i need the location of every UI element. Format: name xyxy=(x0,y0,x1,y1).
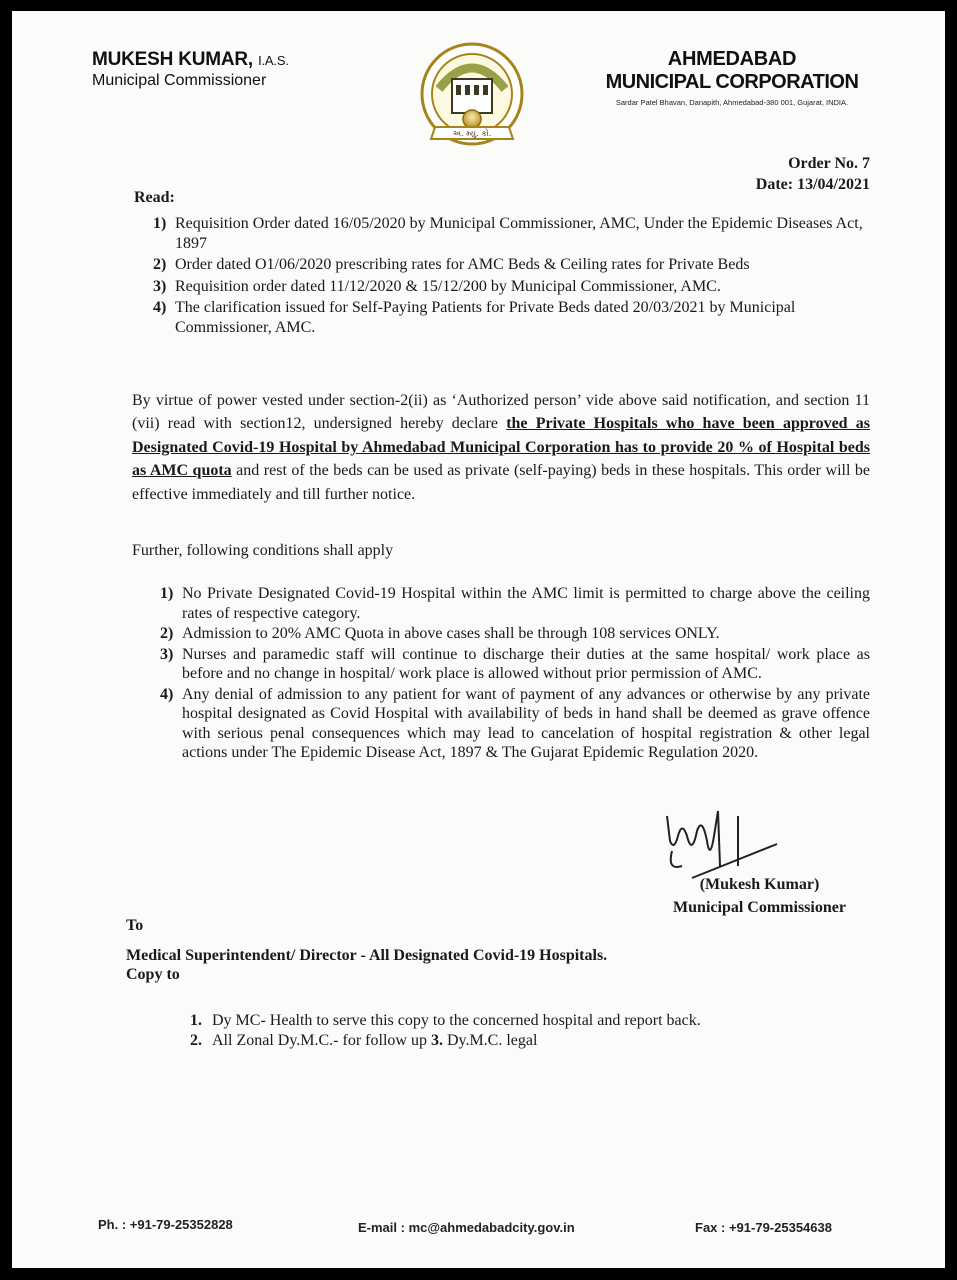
item-text: Dy.M.C. legal xyxy=(442,1031,538,1049)
para-highlight: the Private Hospitals who have been approved as Designated Covid-19 Hospital by Ahmedabad Municipal Corporation has to provide 20 % of Hospital beds as AMC quota xyxy=(132,415,870,480)
item-number: 3. xyxy=(430,1031,443,1049)
commissioner-name xyxy=(92,49,289,71)
read-item xyxy=(153,277,873,297)
letterhead-left xyxy=(92,49,289,90)
recipient: Medical Superintendent/ Director - All Designated Covid-19 Hospitals. xyxy=(126,947,608,964)
copy-list xyxy=(190,1011,840,1050)
signatory-title: Municipal Commissioner xyxy=(673,899,846,916)
conditions-intro: Further, following conditions shall apply xyxy=(132,542,394,559)
condition-item xyxy=(160,584,870,623)
footer-fax: Fax : +91-79-25354638 xyxy=(695,1220,832,1235)
item-text: Any denial of admission to any patient for want of payment of any advances or otherwise by any private hospital designated as Covid Hospital with availability of beds in hand shall be deemed as grave offence with serious penal consequences which may lead to cancelation of hospital registration & other legal actions under The Epidemic Disease Act, 1897 & The Gujarat Epidemic Regulation 2020. xyxy=(182,685,870,761)
item-number: 1. xyxy=(190,1012,202,1029)
footer-phone: Ph. : +91-79-25352828 xyxy=(98,1217,233,1232)
document-page xyxy=(12,11,945,1268)
svg-text:અ. મ્યુ. કો.: અ. મ્યુ. કો. xyxy=(452,129,492,138)
amc-emblem-icon xyxy=(417,39,527,157)
condition-item xyxy=(160,685,870,763)
main-declaration xyxy=(132,389,870,506)
item-number: 4) xyxy=(153,299,167,316)
commissioner-role: Municipal Commissioner xyxy=(92,72,267,89)
item-number: 1) xyxy=(160,585,174,602)
signature-icon xyxy=(652,806,782,881)
item-text: Requisition order dated 11/12/2020 & 15/12/200 by Municipal Commissioner, AMC. xyxy=(175,277,721,295)
item-text: Admission to 20% AMC Quota in above cases shall be through 108 services ONLY. xyxy=(182,625,720,642)
item-number: 4) xyxy=(160,685,174,703)
org-name-line2: MUNICIPAL CORPORATION xyxy=(605,71,859,93)
item-text: No Private Designated Covid-19 Hospital within the AMC limit is permitted to charge above the ceiling rates of respective category. xyxy=(182,585,870,622)
item-number: 2) xyxy=(160,625,174,642)
read-item xyxy=(153,298,873,337)
item-text: Order dated O1/06/2020 prescribing rates for AMC Beds & Ceiling rates for Private Beds xyxy=(175,256,750,273)
letterhead-right xyxy=(587,48,877,107)
signatory xyxy=(652,873,867,919)
item-number: 2. xyxy=(190,1031,202,1049)
org-name-line1: AHMEDABAD xyxy=(667,48,797,70)
ias-suffix: I.A.S. xyxy=(258,53,289,68)
read-item xyxy=(153,255,873,275)
item-text: Dy MC- Health to serve this copy to the concerned hospital and report back. xyxy=(212,1012,701,1029)
item-text: Nurses and paramedic staff will continue to discharge their duties at the same hospital/ work place as before and no change in hospital/ work place is allowed without prior permission of AMC. xyxy=(182,645,870,682)
item-number: 3) xyxy=(153,277,167,295)
to-label: To xyxy=(126,917,144,934)
org-address: Sardar Patel Bhavan, Danapith, Ahmedabad-380 001, Gujarat, INDIA. xyxy=(615,98,849,107)
item-text: The clarification issued for Self-Paying Patients for Private Beds dated 20/03/2021 by Municipal Commissioner, AMC. xyxy=(175,299,796,336)
para-end: and rest of the beds can be used as private (self-paying) beds in these hospitals. This order will be effective immediately and till further notice. xyxy=(132,462,870,503)
condition-item xyxy=(160,645,870,684)
footer-email[interactable]: E-mail : mc@ahmedabadcity.gov.in xyxy=(358,1220,575,1235)
signatory-name: (Mukesh Kumar) xyxy=(699,876,820,893)
item-number: 2) xyxy=(153,256,167,273)
order-info xyxy=(756,153,870,195)
para-start: By virtue of power vested under section-2(ii) as ‘Authorized person’ vide above said notification, and section 11 (vii) read with section12, undersigned hereby declare xyxy=(132,392,870,433)
item-text: Requisition Order dated 16/05/2020 by Municipal Commissioner, AMC, Under the Epidemic Diseases Act, 1897 xyxy=(175,215,863,252)
read-label: Read: xyxy=(134,189,175,206)
copy-to-label: Copy to xyxy=(126,966,180,983)
item-number: 3) xyxy=(160,645,174,663)
condition-item xyxy=(160,624,870,644)
item-text: All Zonal Dy.M.C.- for follow up xyxy=(212,1031,431,1049)
order-date: Date: 13/04/2021 xyxy=(755,176,870,193)
read-list xyxy=(153,214,873,339)
read-item xyxy=(153,214,873,253)
item-number: 1) xyxy=(153,215,167,232)
conditions-list xyxy=(160,584,870,764)
name-text: MUKESH KUMAR, xyxy=(92,49,254,70)
copy-item xyxy=(190,1031,840,1051)
order-number: Order No. 7 xyxy=(788,155,870,172)
copy-item xyxy=(190,1011,840,1031)
